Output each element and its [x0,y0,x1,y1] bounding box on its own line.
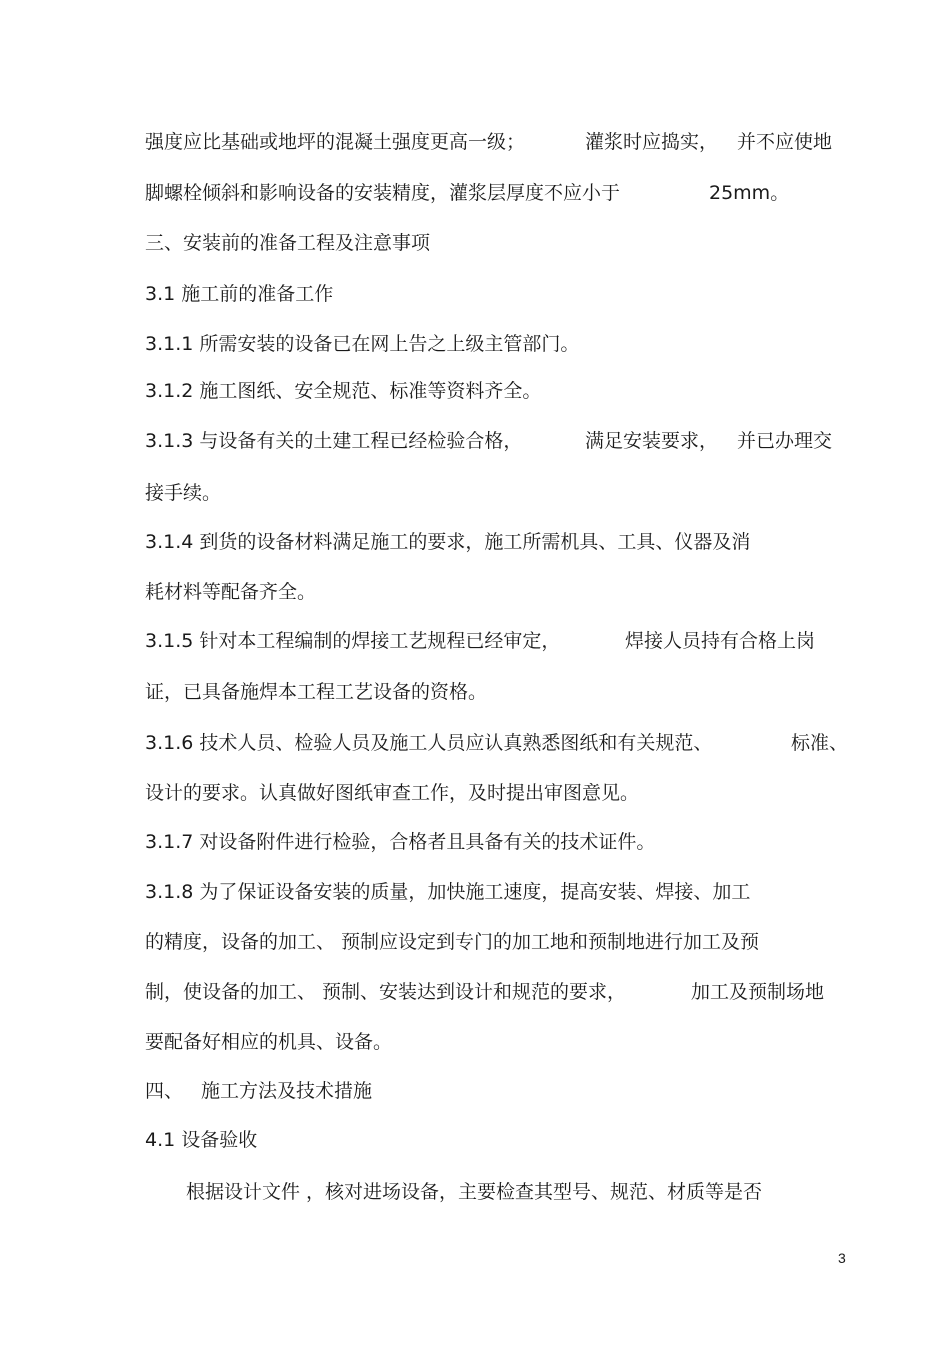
text-segment: 满足安装要求， [585,430,719,452]
subsection-heading-text: 4.1 设备验收 [145,1129,258,1151]
text-segment: 要配备好相应的机具、设备。 [145,1031,393,1053]
text-segment: 并已办理交 [737,430,833,452]
text-segment: 3.1.5 针对本工程编制的焊接工艺规程已经审定， [145,630,561,652]
text-segment: 加工及预制场地 [691,981,825,1003]
text-segment: 证，已具备施焊本工程工艺设备的资格。 [145,681,488,703]
text-segment: 3.1.7 对设备附件进行检验，合格者且具备有关的技术证件。 [145,831,656,853]
section-heading-text: 施工方法及技术措施 [201,1080,373,1102]
text-segment: 3.1.2 施工图纸、安全规范、标准等资料齐全。 [145,380,542,402]
text-segment: 脚螺栓倾斜和影响设备的安装精度，灌浆层厚度不应小于 [145,182,621,204]
text-segment: 耗材料等配备齐全。 [145,581,317,603]
text-segment: 标准、 [791,732,849,754]
text-segment: 根据设计文件 ，核对进场设备，主要检查其型号、规范、材质等是否 [186,1181,763,1203]
text-segment: 3.1.4 到货的设备材料满足施工的要求，施工所需机具、工具、仪器及消 [145,531,751,553]
text-segment: 接手续。 [145,482,222,504]
text-segment: 灌浆时应捣实， [585,131,719,153]
text-segment: 3.1.8 为了保证设备安装的质量，加快施工速度，提高安装、焊接、加工 [145,881,751,903]
text-segment: 制，使设备的加工、 预制、安装达到设计和规范的要求， [145,981,627,1003]
text-segment: 并不应使地 [737,131,833,153]
subsection-heading-text: 3.1 施工前的准备工作 [145,283,334,305]
text-segment: 强度应比基础或地坪的混凝土强度更高一级； [145,131,526,153]
text-segment: 3.1.1 所需安装的设备已在网上告之上级主管部门。 [145,333,580,355]
text-segment: 3.1.6 技术人员、检验人员及施工人员应认真熟悉图纸和有关规范、 [145,732,713,754]
section-number: 四、 [145,1080,184,1102]
text-segment: 的精度，设备的加工、 预制应设定到专门的加工地和预制地进行加工及预 [145,931,760,953]
text-segment: 焊接人员持有合格上岗 [625,630,816,652]
section-heading-text: 三、安装前的准备工程及注意事项 [145,232,431,254]
text-segment: 25mm。 [709,182,790,204]
text-segment: 设计的要求。认真做好图纸审查工作，及时提出审图意见。 [145,782,640,804]
text-segment: 3.1.3 与设备有关的土建工程已经检验合格， [145,430,523,452]
page-number: 3 [838,1250,846,1266]
